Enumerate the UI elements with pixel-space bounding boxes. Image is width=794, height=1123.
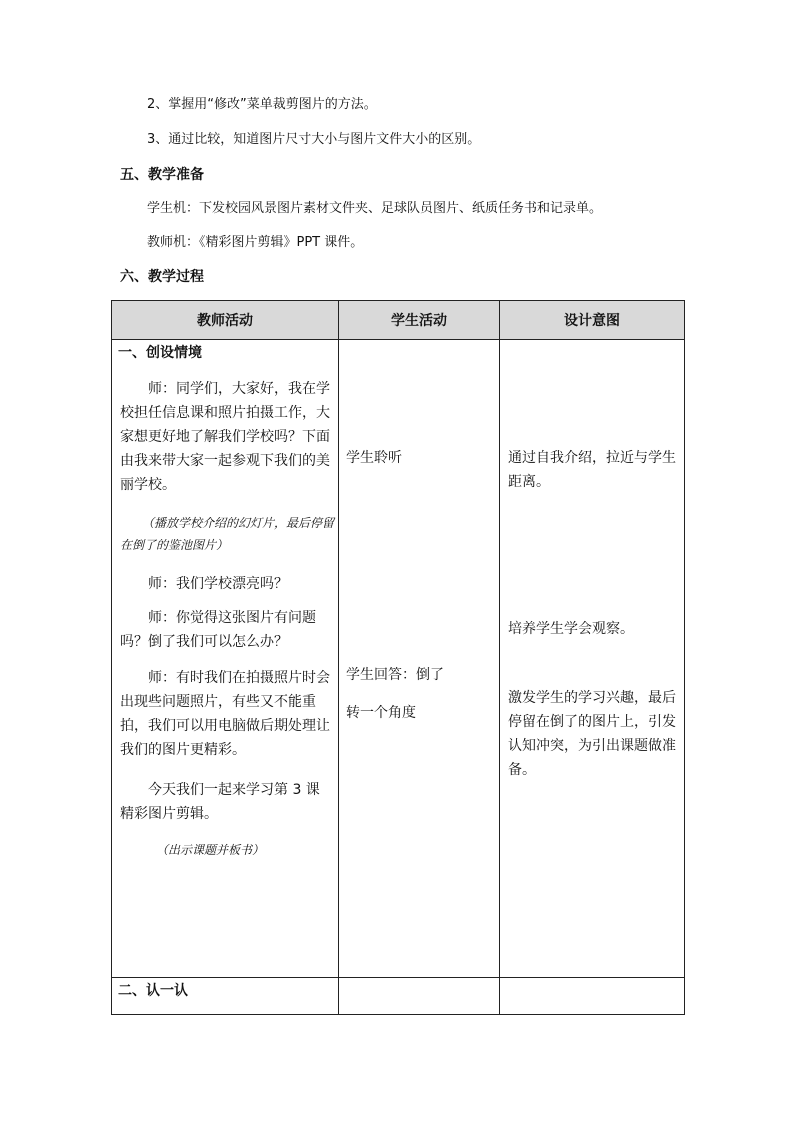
teacher-activity-cell-2 bbox=[112, 978, 339, 1015]
design-intent-cell bbox=[500, 340, 685, 978]
header-teacher-activity: 教师活动 bbox=[112, 301, 339, 340]
teaching-process-table bbox=[111, 300, 685, 1015]
student-activity-listen: 学生聆听 bbox=[346, 450, 402, 466]
intent-observation: 培养学生学会观察。 bbox=[508, 621, 634, 637]
design-intent-cell-2 bbox=[500, 978, 685, 1015]
teacher-paragraph-2: 师：我们学校漂亮吗？ bbox=[148, 576, 288, 592]
section-title-recognize: 二、认一认 bbox=[118, 983, 188, 999]
table-row bbox=[112, 340, 685, 978]
objective-item-2: 2、掌握用“修改”菜单裁剪图片的方法。 bbox=[147, 97, 377, 112]
student-activity-cell-2 bbox=[339, 978, 500, 1015]
table-header-row bbox=[112, 301, 685, 340]
teacher-note-topic: （出示课题并板书） bbox=[156, 843, 265, 857]
teacher-note-slideshow: （播放学校介绍的幻灯片，最后停留在倒了的鉴池图片） bbox=[120, 516, 335, 552]
student-activity-cell bbox=[339, 340, 500, 978]
teacher-activity-cell bbox=[112, 340, 339, 978]
teacher-machine-prep: 教师机：《精彩图片剪辑》PPT 课件。 bbox=[147, 235, 364, 250]
header-design-intent: 设计意图 bbox=[500, 301, 685, 340]
student-machine-prep: 学生机：下发校园风景图片素材文件夹、足球队员图片、纸质任务书和记录单。 bbox=[147, 201, 603, 216]
teacher-paragraph-3: 师：你觉得这张图片有问题吗？倒了我们可以怎么办？ bbox=[120, 610, 316, 650]
section-title-create-situation: 一、创设情境 bbox=[118, 345, 202, 361]
teacher-paragraph-4: 师：有时我们在拍摄照片时会出现些问题照片，有些又不能重拍，我们可以用电脑做后期处理让我们的图片更精彩。 bbox=[120, 670, 330, 758]
intent-motivation: 激发学生的学习兴趣，最后停留在倒了的图片上，引发认知冲突，为引出课题做准备。 bbox=[508, 690, 676, 778]
student-activity-rotate: 转一个角度 bbox=[346, 705, 416, 721]
teacher-paragraph-1: 师：同学们，大家好，我在学校担任信息课和照片拍摄工作，大家想更好地了解我们学校吗？下面由我来带大家一起参观下我们的美丽学校。 bbox=[120, 381, 330, 493]
teacher-paragraph-5: 今天我们一起来学习第 3 课 精彩图片剪辑。 bbox=[120, 782, 320, 822]
section-6-heading: 六、教学过程 bbox=[120, 269, 204, 285]
intent-introduction: 通过自我介绍，拉近与学生距离。 bbox=[508, 450, 676, 490]
student-activity-answer: 学生回答：倒了 bbox=[346, 667, 444, 683]
objective-item-3: 3、通过比较，知道图片尺寸大小与图片文件大小的区别。 bbox=[147, 132, 481, 147]
table-row bbox=[112, 978, 685, 1015]
header-student-activity: 学生活动 bbox=[339, 301, 500, 340]
section-5-heading: 五、教学准备 bbox=[120, 167, 204, 183]
